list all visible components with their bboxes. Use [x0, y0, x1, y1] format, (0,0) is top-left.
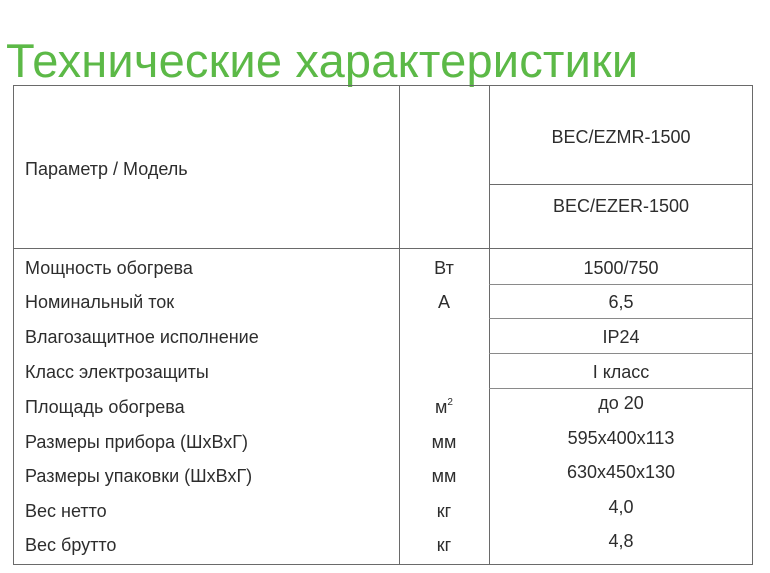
row-param-device-size: Размеры прибора (ШхВхГ) [25, 432, 248, 452]
row-value-device-size: 595х400х113 [567, 428, 675, 448]
row-unit-area [399, 396, 489, 418]
row-unit-power: Вт [434, 258, 454, 278]
model-name-ezer: BEC/EZER-1500 [552, 196, 690, 216]
row-param-net-weight: Вес нетто [25, 501, 107, 521]
unit-superscript: 2 [447, 397, 453, 408]
row-param-current: Номинальный ток [25, 292, 175, 312]
row-param-area: Площадь обогрева [25, 397, 185, 417]
row-divider [489, 353, 752, 354]
row-param-gross-weight: Вес брутто [25, 535, 117, 555]
row-value-package-size: 630х450х130 [566, 462, 676, 482]
row-unit-device-size: мм [431, 432, 457, 452]
column-divider-unit [399, 86, 400, 564]
row-param-elec-class: Класс электрозащиты [25, 362, 209, 382]
row-param-moisture: Влагозащитное исполнение [25, 327, 259, 347]
column-divider-value [489, 86, 490, 564]
row-param-power: Мощность обогрева [25, 258, 193, 278]
row-value-power: 1500/750 [583, 258, 659, 278]
row-divider [489, 388, 752, 389]
row-divider [489, 318, 752, 319]
model-name-ezmr: BEC/EZMR-1500 [551, 127, 691, 147]
row-value-current: 6,5 [608, 292, 634, 312]
row-divider [489, 284, 752, 285]
row-value-gross-weight: 4,8 [608, 531, 634, 551]
spec-table [13, 85, 753, 565]
page-title: Технические характеристики [6, 34, 639, 88]
unit-text: м [435, 397, 448, 417]
row-unit-package-size: мм [431, 466, 457, 486]
header-divider [14, 248, 752, 249]
parameter-model-header: Параметр / Модель [25, 159, 188, 179]
row-value-area: до 20 [598, 393, 644, 413]
row-unit-current: А [437, 292, 450, 312]
row-value-net-weight: 4,0 [608, 497, 634, 517]
row-param-package-size: Размеры упаковки (ШхВхГ) [25, 466, 253, 486]
model-divider [489, 184, 752, 185]
row-value-moisture: IP24 [602, 327, 640, 347]
row-unit-net-weight: кг [436, 501, 452, 521]
row-unit-gross-weight: кг [436, 535, 452, 555]
row-value-elec-class: I класс [592, 362, 650, 382]
